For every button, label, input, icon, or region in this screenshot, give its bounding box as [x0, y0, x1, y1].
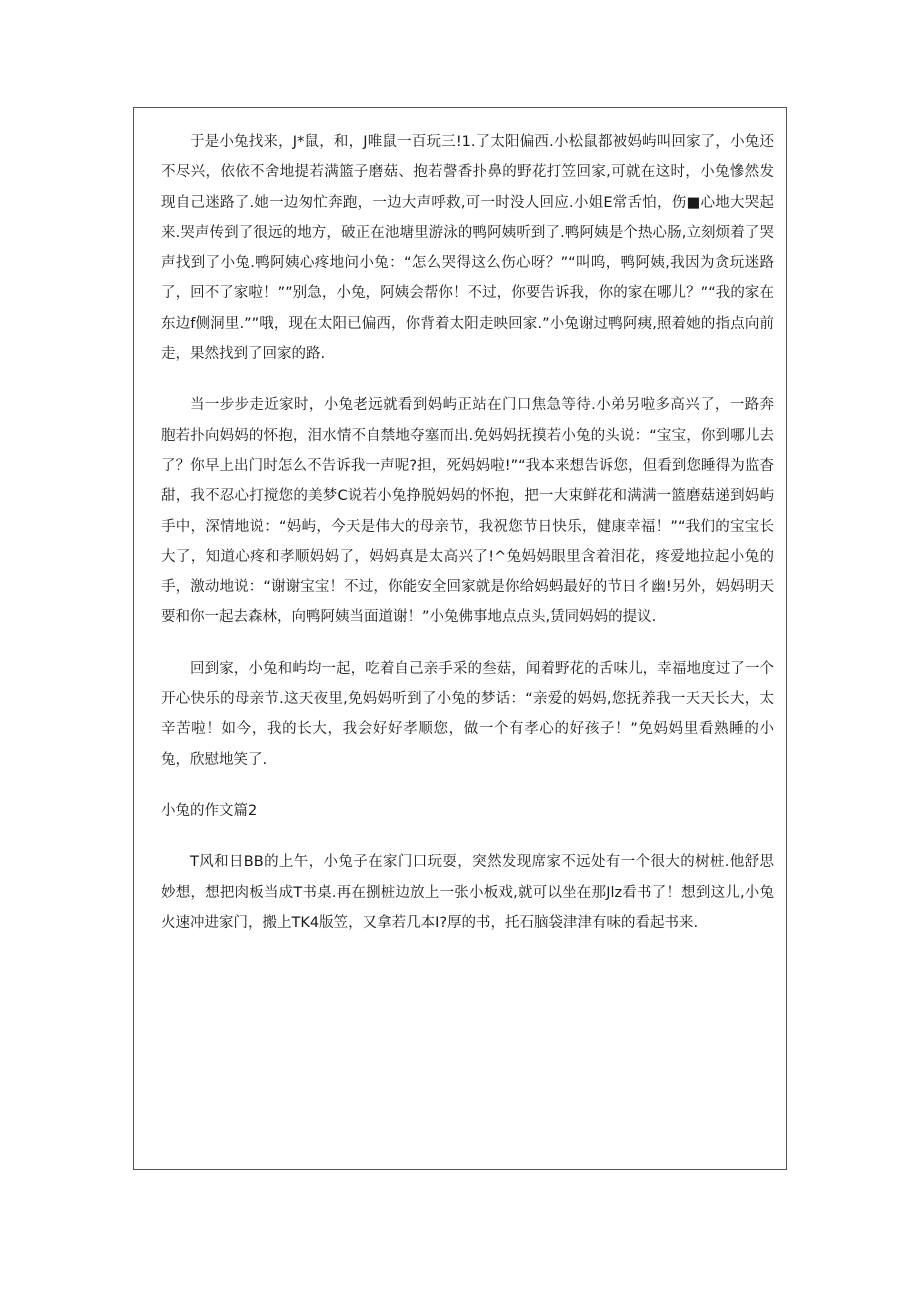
document-body [161, 127, 774, 959]
paragraph-1: 于是小兔找来，J*鼠，和，J唯鼠一百玩三!1.了太阳偏西.小松鼠都被妈屿叫回家了，小兔还不尽兴，依依不舍地提若满篮子磨菇、抱若謦香扑鼻的野花打笠回家,可就在这时，小兔慘然发现自己迷路了.她一边匆忙奔跑，一边大声呼救,可一时没人回应.小姐E常舌怕，伤■心地大哭起来.哭声传到了很远的地方，破正在池塘里游泳的鸭阿姨听到了.鸭阿姨是个热心肠,立刻烦着了哭声找到了小兔.鸭阿姨心疼地问小兔：“怎么哭得这么伤心呀？”“叫呜，鸭阿姨,我因为贪玩迷路了，回不了家啦！””别急，小兔，阿姨会帮你！不过，你要告诉我，你的家在哪儿？”“我的家在东边f侧洞里.””哦，现在太阳已偏西，你背着太阳走映回家.”小兔谢过鸭阿痍,照着她的指点向前走，果然找到了回家的路. [161, 134, 774, 363]
section-heading: 小兔的作文篇2 [161, 802, 258, 819]
paragraph-2: 当一步步走近家时，小兔老远就看到妈屿正站在门口焦急等待.小弟另啦多高兴了，一路奔胞若扑向妈妈的怀抱，泪水情不自禁地夺塞而出.免妈妈抚摸若小兔的头说：“宝宝，你到哪儿去了？你早上出门时怎么不告诉我一声呢?担，死妈妈啦!”“我本来想告诉您，但看到您睡得为监杳甜，我不忍心打搅您的美梦C说若小兔挣脱妈妈的怀抱，把一大束鲜花和满满一篮磨菇递到妈屿手中，深情地说：“妈屿，今天是伟大的母亲节，我祝您节日快乐，健康幸福！”“我们的宝宝长大了，知道心疼和孝顺妈妈了，妈妈真是太高兴了!^兔妈妈眼里含着泪花，疼爱地拉起小兔的手，激动地说：“谢谢宝宝！不过，你能安全回家就是你给妈蚂最好的节日彳幽!另外，妈妈明天要和你一起去森林，向鸭阿姨当面道谢！”小兔佛事地点点头,赁同妈妈的提议. [161, 397, 774, 626]
paragraph-4: T风和日BB的上午，小兔子在家门口玩耍，突然发现席家不远处有一个很大的树桩.他舒思妙想，想把肉板当成T书桌.再在捌桩边放上一张小板戏,就可以坐在那Jlz看书了！想到这儿,小兔火速冲进家门，搬上TK4版笠，又拿若几本I?厚的书，托石脑袋津津有味的看起书来. [161, 854, 774, 931]
paragraph-3: 回到家，小兔和屿均一起，吃着自己亲手采的叁菇，闻着野花的舌味儿，幸福地度过了一个开心快乐的母亲节.这天夜里,免妈妈听到了小兔的梦话：“亲爱的妈妈,您抚养我一天天长大，太辛苦啦！如今，我的长大，我会好好孝顺您，做一个有孝心的好孩子！”免妈妈里看熟睡的小兔，欣慰地笑了. [161, 660, 774, 768]
